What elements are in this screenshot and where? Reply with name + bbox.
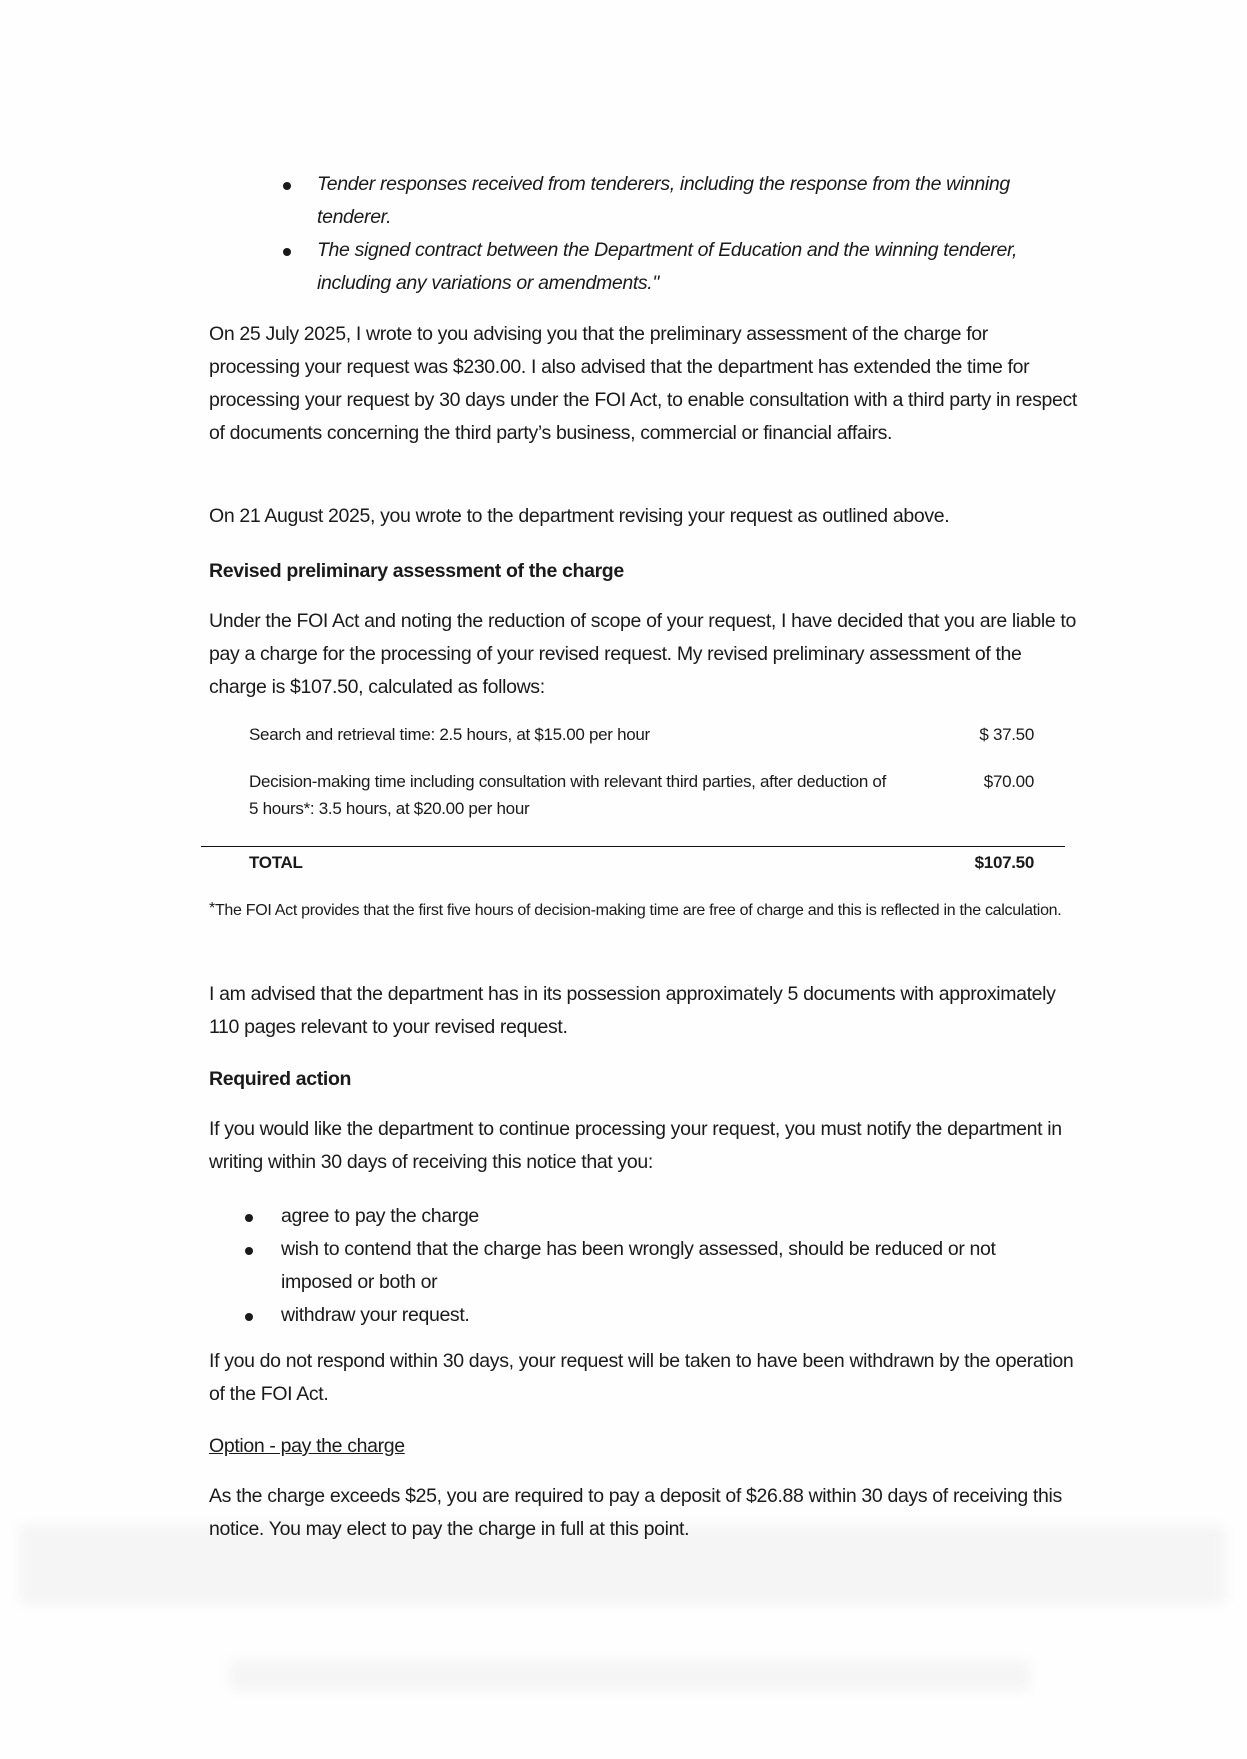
bullet-icon xyxy=(245,1214,253,1222)
charge-description: Search and retrieval time: 2.5 hours, at $15.00 per hour xyxy=(249,725,650,744)
charge-description: Decision-making time including consultation with relevant third parties, after deduction of 5 hours*: 3.5 hours, at $20.00 per hour xyxy=(249,772,886,818)
total-label: TOTAL xyxy=(249,853,303,872)
action-option-text: wish to contend that the charge has been wrongly assessed, should be reduced or not imposed or both or xyxy=(281,1238,996,1293)
charge-row xyxy=(249,721,1034,748)
quoted-list-item xyxy=(0,168,1247,234)
action-option-item xyxy=(0,1233,1247,1299)
paragraph-documents-count: I am advised that the department has in its possession approximately 5 documents with approximately 110 pages relevant to your revised request. xyxy=(209,983,1056,1038)
charge-amount: $ 37.50 xyxy=(979,725,1034,744)
heading-option-pay-charge: Option - pay the charge xyxy=(209,1435,405,1457)
bullet-icon xyxy=(283,182,291,190)
quoted-list-item-text: Tender responses received from tenderers, including the response from the winning tenderer. xyxy=(317,173,1010,228)
quoted-list-item-text: The signed contract between the Department of Education and the winning tenderer, including any variations or amendments." xyxy=(317,239,1018,294)
action-option-text: withdraw your request. xyxy=(281,1304,470,1326)
heading-required-action: Required action xyxy=(209,1068,352,1090)
heading-revised-assessment: Revised preliminary assessment of the charge xyxy=(209,560,624,582)
quoted-request-list xyxy=(0,168,1247,300)
quoted-list-item xyxy=(0,234,1247,300)
paragraph-revision-date: On 21 August 2025, you wrote to the department revising your request as outlined above. xyxy=(209,505,950,527)
required-action-options-list xyxy=(0,1200,1247,1332)
action-option-text: agree to pay the charge xyxy=(281,1205,479,1227)
action-option-item xyxy=(0,1299,1247,1332)
paragraph-revised-charge: Under the FOI Act and noting the reduction of scope of your request, I have decided that you are liable to pay a charge for the processing of your revised request. My revised preliminary assessment of the charge is $107.50, calculated as follows: xyxy=(209,610,1076,698)
charge-row xyxy=(249,768,1034,822)
bleed-through-shadow xyxy=(230,1660,1030,1690)
bullet-icon xyxy=(245,1313,253,1321)
charge-amount: $70.00 xyxy=(983,772,1034,791)
action-option-item xyxy=(0,1200,1247,1233)
total-amount: $107.50 xyxy=(974,853,1034,872)
total-row xyxy=(249,849,1034,876)
paragraph-no-response-withdrawn: If you do not respond within 30 days, your request will be taken to have been withdrawn by the operation of the FOI Act. xyxy=(209,1350,1074,1405)
total-divider-line xyxy=(201,846,1065,847)
footnote-free-hours xyxy=(209,893,1079,927)
paragraph-notify-department: If you would like the department to continue processing your request, you must notify the department in writing within 30 days of receiving this notice that you: xyxy=(209,1118,1062,1173)
paragraph-prior-assessment: On 25 July 2025, I wrote to you advising you that the preliminary assessment of the charge for processing your request was $230.00. I also advised that the department has extended the time for processing your request by 30 days under the FOI Act, to enable consultation with a third party in respect of documents concerning the third party’s business, commercial or financial affairs. xyxy=(209,323,1077,444)
paragraph-deposit: As the charge exceeds $25, you are required to pay a deposit of $26.88 within 30 days of receiving this notice. You may elect to pay the charge in full at this point. xyxy=(209,1485,1062,1540)
footnote-marker: * xyxy=(209,900,215,917)
bullet-icon xyxy=(245,1247,253,1255)
bullet-icon xyxy=(283,248,291,256)
footnote-text: The FOI Act provides that the first five hours of decision-making time are free of charge and this is reflected in the calculation. xyxy=(214,902,1062,919)
